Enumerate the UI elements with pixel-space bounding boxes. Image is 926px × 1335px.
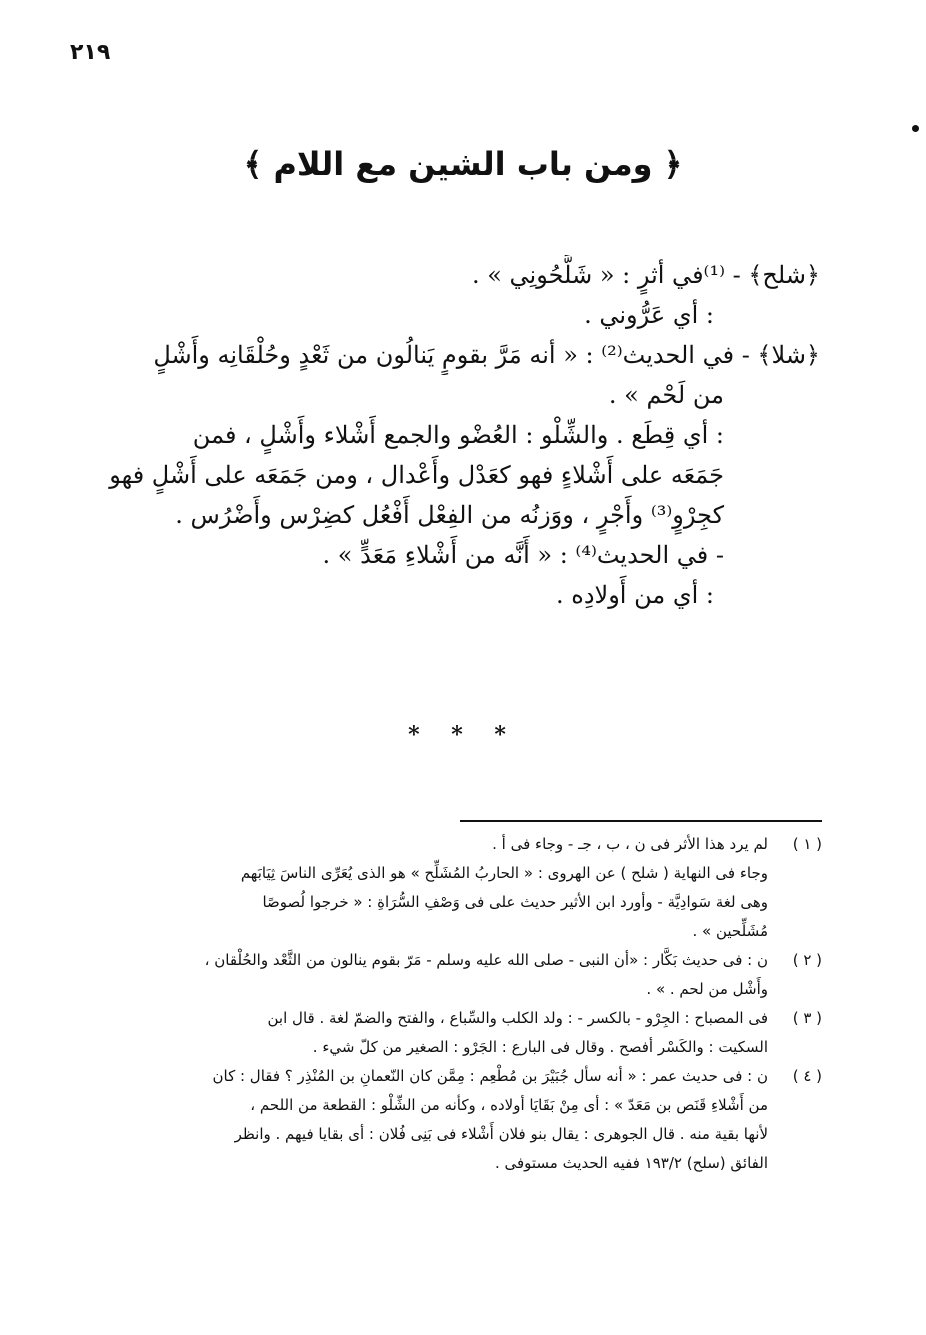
footnote-3 [70, 1004, 822, 1062]
dictionary-entries [78, 255, 820, 615]
footnote-number: ( ٤ ) [792, 1067, 822, 1085]
entry-shala-line-3: : أي قِطَع . والشِّلْو : العُضْو والجمع أَشْلاء وأَشْلٍ ، فمن [192, 421, 724, 449]
section-ornament: * * * [408, 722, 518, 748]
entry-shala-line-6: - في الحديث⁽⁴⁾ : « أَنَّه من أَشْلاءِ مَعَدٍّ » . [322, 541, 724, 569]
footnote-line: ن : فى حديث بَكَّار : «أن النبى - صلى الله عليه وسلم - مَرّ بقوم ينالون من الثَّعْد والحُلْقان ، [204, 951, 768, 969]
chapter-title: ﴿ ومن باب الشين مع اللام ﴾ [243, 145, 683, 183]
page-number: ٢١٩ [70, 40, 111, 65]
footnote-line: وهى لغة سَوادِيَّة - وأورد ابن الأثير حديث على فى وَصْفِ السُّرَاةِ : « خرجوا لُصوصًا [262, 893, 768, 911]
footnote-number: ( ٢ ) [792, 951, 822, 969]
footnotes [70, 830, 822, 1178]
margin-dot [912, 125, 919, 132]
footnote-line: لأنها بقية منه . قال الجوهرى : يقال بنو فلان أَشْلاء فى بَنِى فُلان : أى بقايا فيهم . وانظر [234, 1125, 768, 1143]
footnote-1 [70, 830, 822, 946]
footnote-line: السكيت : والكَسْر أفصح . وقال فى البارع : الجَرْو : الصغير من كلّ شيء . [312, 1038, 768, 1056]
footnote-line: وأَشْل من لحم . » . [646, 980, 768, 998]
footnote-4 [70, 1062, 822, 1178]
footnote-line: الفائق (سلح) ١٩٣/٢ ففيه الحديث مستوفى . [494, 1154, 768, 1172]
footnote-line: ن : فى حديث عمر : « أنه سأل جُبَيْرَ بن مُطْعِم : مِمَّن كان النّعمانِ بن المُنْذِر ؟ فقال : كان [212, 1067, 768, 1085]
entry-shala-line-5: كجِرْوٍ⁽³⁾ وأَجْرٍ ، ووَزنُه من الفِعْل أَفْعُل كضِرْس وأَضْرُس . [175, 501, 724, 529]
entry-shalah-line-2: : أي عَرُّوني . [584, 301, 714, 329]
footnote-number: ( ٣ ) [792, 1009, 822, 1027]
footnote-line: فى المصباح : الجِرْو - بالكسر - : ولد الكلب والسِّباع ، والفتح والضمّ لغة . قال ابن [267, 1009, 768, 1027]
footnote-line: مُشَلِّحين » . [692, 922, 768, 940]
footnote-2 [70, 946, 822, 1004]
entry-shalah-line-1: ﴿شلح﴾ - ⁽¹⁾في أثرٍ : « شَلَّحُونِي » . [471, 261, 820, 289]
footnote-line: لم يرد هذا الأثر فى ن ، ب ، جـ - وجاء فى أ . [492, 835, 768, 853]
entry-shala-line-4: جَمَعَه على أَشْلاءٍ فهو كعَدْل وأَعْدال ، ومن جَمَعَه على أَشْلٍ فهو [109, 461, 724, 489]
entry-shala-line-7: : أي من أَولادِه . [555, 581, 714, 609]
entry-shala-line-1: ﴿شلا﴾ - في الحديث⁽²⁾ : « أنه مَرَّ بقومٍ يَنالُون من ثَعْدٍ وحُلْقَانِه وأَشْلٍ [153, 341, 820, 369]
footnote-line: وجاء فى النهاية ( شلح ) عن الهروى : « الحاربُ المُشَلِّح » هو الذى يُعَرِّى الناسَ ثِيَابَهم [240, 864, 768, 882]
entry-shala-line-2: من لَحْم » . [608, 381, 724, 409]
footnote-divider [460, 820, 822, 822]
footnote-line: من أَشْلاءِ قَنَص بن مَعَدّ » : أى مِنْ بَقَايَا أولاده ، وكأنه من الشِّلْو : القطعة من اللحم ، [250, 1096, 768, 1114]
footnote-number: ( ١ ) [792, 835, 822, 853]
